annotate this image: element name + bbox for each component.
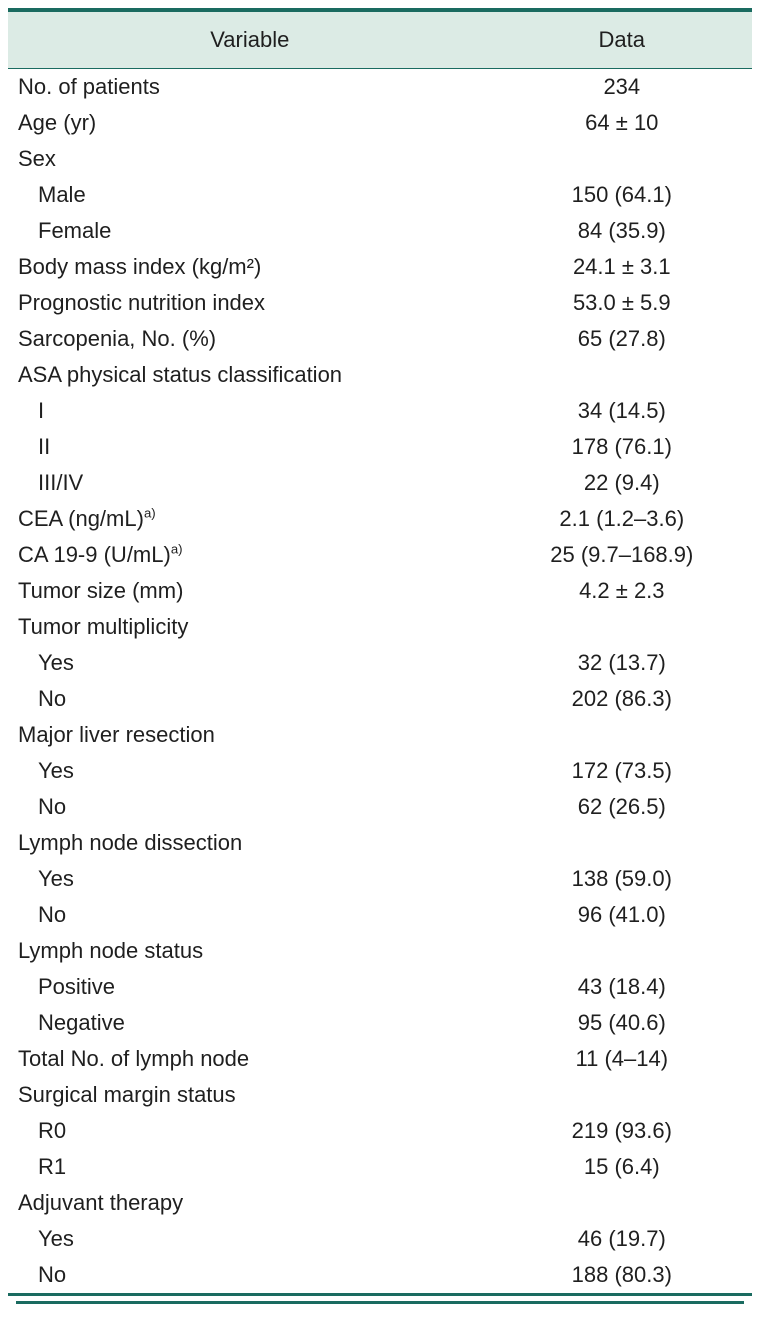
row-label: Yes (38, 866, 74, 891)
row-value (492, 141, 752, 177)
table-row (8, 573, 752, 609)
row-value: 64 ± 10 (585, 110, 659, 135)
table-row (8, 1041, 752, 1077)
table-row (8, 1257, 752, 1295)
row-value (492, 609, 752, 645)
row-value: 34 (14.5) (577, 398, 666, 423)
row-label: Surgical margin status (18, 1082, 236, 1107)
table-row (8, 501, 752, 537)
table-row (8, 1005, 752, 1041)
row-label: CEA $(ng/mL)^{a)}$ (18, 505, 156, 531)
row-value: 24.1 ± 3.1 (572, 254, 671, 279)
table-header (8, 10, 752, 69)
table-row (8, 933, 752, 969)
row-label: Yes (38, 650, 74, 675)
row-label: No (38, 794, 67, 819)
row-label: Prognostic nutrition index (18, 290, 266, 315)
row-label: R0 (38, 1118, 67, 1143)
table-row (8, 285, 752, 321)
bottom-double-rule (16, 1301, 744, 1304)
row-label: ASA physical status classification (18, 362, 343, 387)
header-cell-variable: Variable (8, 10, 492, 69)
row-value: 202 (86.3) (571, 686, 672, 711)
header-cell-data: Data (492, 10, 752, 69)
row-value: 172 (73.5) (571, 758, 672, 783)
table-body (8, 69, 752, 1295)
row-value: 234 (603, 74, 641, 99)
header-row (8, 10, 752, 69)
row-label: No (38, 1262, 67, 1287)
row-value: 138 (59.0) (571, 866, 672, 891)
row-value: 32 (13.7) (577, 650, 666, 675)
table-row (8, 825, 752, 861)
row-label: Tumor size (mm) (18, 578, 184, 603)
row-label: R1 (38, 1154, 67, 1179)
row-value (492, 825, 752, 861)
row-value: 22 (9.4) (583, 470, 660, 495)
table-row (8, 1149, 752, 1185)
patient-characteristics-table-wrap (8, 8, 752, 1304)
row-value: 96 (41.0) (577, 902, 666, 927)
table-row (8, 537, 752, 573)
table-row (8, 609, 752, 645)
row-label: Body mass index (kg/m²) (18, 254, 262, 279)
table-row (8, 69, 752, 106)
row-label: No (38, 902, 67, 927)
row-label: Adjuvant therapy (18, 1190, 184, 1215)
row-value: 219 (93.6) (571, 1118, 672, 1143)
row-value: 4.2 ± 2.3 (579, 578, 665, 603)
row-value (492, 1077, 752, 1113)
row-value (492, 933, 752, 969)
row-label: Female (38, 218, 112, 243)
table-row (8, 213, 752, 249)
row-label: Positive (38, 974, 116, 999)
table-row (8, 429, 752, 465)
row-value: 178 (76.1) (571, 434, 672, 459)
table-row (8, 105, 752, 141)
table-row (8, 681, 752, 717)
table-row (8, 861, 752, 897)
row-value: 84 (35.9) (577, 218, 666, 243)
row-value (492, 1185, 752, 1221)
row-label: II (38, 434, 51, 459)
table-row (8, 645, 752, 681)
table-row (8, 789, 752, 825)
row-value: 15 (6.4) (583, 1154, 660, 1179)
row-label: I (38, 398, 45, 423)
row-label: No. of patients (18, 74, 160, 99)
row-value: 53.0 ± 5.9 (572, 290, 671, 315)
table-row (8, 393, 752, 429)
table-row (8, 1077, 752, 1113)
table-row (8, 465, 752, 501)
table-row (8, 969, 752, 1005)
row-value: 150 (64.1) (571, 182, 672, 207)
table-row (8, 897, 752, 933)
row-label: Sex (18, 146, 56, 171)
row-label: Age (yr) (18, 110, 97, 135)
row-value: 11 (4–14) (575, 1046, 669, 1071)
row-label: Male (38, 182, 86, 207)
row-label: Major liver resection (18, 722, 215, 747)
row-value: 188 (80.3) (571, 1262, 672, 1287)
row-label: No (38, 686, 67, 711)
row-value: 25 (9.7–168.9) (550, 542, 694, 567)
table-row (8, 249, 752, 285)
row-label: Yes (38, 1226, 74, 1251)
footnote-marker: a) (143, 505, 156, 521)
row-value: 65 (27.8) (577, 326, 666, 351)
table-row (8, 177, 752, 213)
table-row (8, 141, 752, 177)
row-value: 95 (40.6) (577, 1010, 666, 1035)
row-label: CA 19-9 $(U/mL)^{a)}$ (18, 541, 183, 567)
row-label: Total No. of lymph node (18, 1046, 250, 1071)
row-label: III/IV (38, 470, 84, 495)
row-label: Sarcopenia, No. (%) (18, 326, 217, 351)
row-value: 43 (18.4) (577, 974, 666, 999)
patient-characteristics-table (8, 8, 752, 1296)
row-value (492, 717, 752, 753)
row-label: Lymph node status (18, 938, 204, 963)
row-value: 46 (19.7) (577, 1226, 666, 1251)
table-row (8, 1221, 752, 1257)
footnote-marker: a) (170, 541, 183, 557)
row-label: Tumor multiplicity (18, 614, 189, 639)
row-label: Lymph node dissection (18, 830, 243, 855)
table-row (8, 321, 752, 357)
row-value: 62 (26.5) (577, 794, 666, 819)
table-row (8, 753, 752, 789)
row-value: 2.1 (1.2–3.6) (559, 506, 685, 531)
table-row (8, 1113, 752, 1149)
table-row (8, 1185, 752, 1221)
table-row (8, 717, 752, 753)
row-label: Yes (38, 758, 74, 783)
table-row (8, 357, 752, 393)
row-label: Negative (38, 1010, 125, 1035)
row-value (492, 357, 752, 393)
